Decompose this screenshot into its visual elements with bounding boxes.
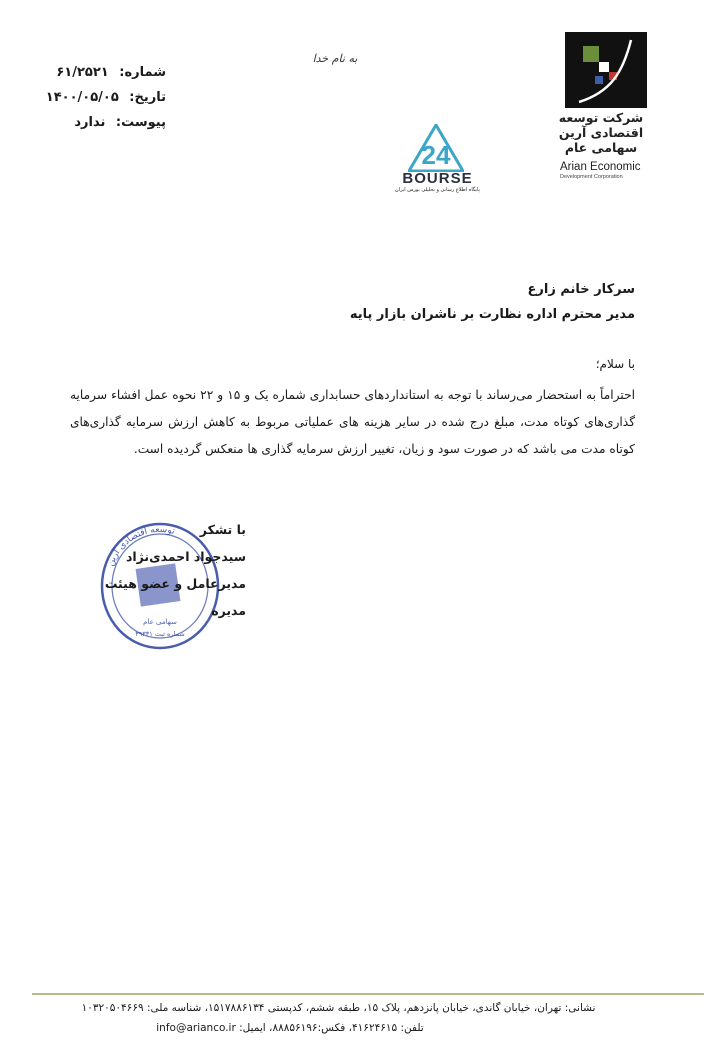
company-name-fa-line1: شرکت توسعه — [558, 110, 644, 125]
addressee-name: سرکار خانم زارع — [527, 282, 635, 297]
company-name-fa-line2: اقتصادی آرین — [558, 125, 644, 140]
company-name-en-sub: Development Corporation — [560, 174, 623, 180]
stamp-number: شماره ثبت ۳۹۳۳۱ — [135, 630, 185, 638]
letter-number — [36, 60, 166, 85]
signatory-title: مدیرعامل و عضو هیئت مدیره — [104, 576, 246, 618]
invocation-text: به نام خدا — [312, 52, 358, 65]
letter-attachment-value: ندارد — [74, 115, 106, 130]
company-name-en: Arian Economic — [560, 161, 641, 173]
svg-text:24: 24 — [421, 140, 451, 170]
bourse-tagline: پایگاه اطلاع رسانی و تحلیلی بورس ایران — [395, 187, 480, 193]
letter-date — [36, 85, 166, 110]
bourse-logo-icon — [408, 124, 464, 172]
bourse-wordmark: BOURSE — [402, 170, 473, 187]
letter-number-value: ۶۱/۲۵۲۱ — [56, 65, 109, 80]
letter-date-value: ۱۴۰۰/۰۵/۰۵ — [45, 90, 119, 105]
letter-meta — [36, 60, 166, 135]
letter-number-label: شماره: — [119, 65, 166, 80]
footer-divider — [32, 993, 704, 995]
letter-attachment — [36, 110, 166, 135]
stamp-text-bottom: سهامی عام — [143, 618, 177, 626]
signatory-name: سیدجواد احمدی‌نژاد — [125, 549, 246, 564]
company-name-fa — [555, 110, 647, 155]
signature-thanks: با تشکر — [199, 522, 246, 537]
signature-block — [96, 516, 246, 624]
footer-address: نشانی: تهران، خیابان گاندی، خیابان پانزدهم، پلاک ۱۵، طبقه ششم، کدپستی ۱۵۱۷۸۸۶۱۳۴، شناسه ملی: ۱۰۳۲۰۵۰۴۶۶۹ — [81, 1002, 596, 1014]
bourse-watermark-logo — [390, 124, 485, 196]
letter-attachment-label: پیوست: — [115, 115, 166, 130]
addressee-title: مدیر محترم اداره نظارت بر ناشران بازار پایه — [349, 307, 635, 322]
letter-date-label: تاریخ: — [129, 90, 166, 105]
company-name-fa-line3: سهامی عام — [564, 140, 638, 155]
company-logo-mark — [565, 32, 647, 108]
letter-body-paragraph: احتراماً به استحضار می‌رساند با توجه به استانداردهای حسابداری شماره یک و ۱۵ و ۲۲ نحوه عمل افشاء سرمایه گذاری‌های کوتاه مدت، مبلغ درج شده در سایر هزینه های عملیاتی مربوط به کاهش ارزش سرمایه گذاری‌های کوتاه مدت می باشد که در صورت سود و زیان، تغییر ارزش سرمایه گذاری ها منعکس گردیده است. — [70, 388, 635, 456]
stamp-text-top: توسعه اقتصادی آرین — [105, 524, 176, 568]
footer-contact: تلفن: ۴۱۶۲۴۶۱۵، فکس:۸۸۸۵۶۱۹۶، ایمیل: info@arianco.ir — [156, 1022, 424, 1034]
greeting: با سلام؛ — [595, 357, 635, 371]
company-logo — [555, 32, 655, 182]
